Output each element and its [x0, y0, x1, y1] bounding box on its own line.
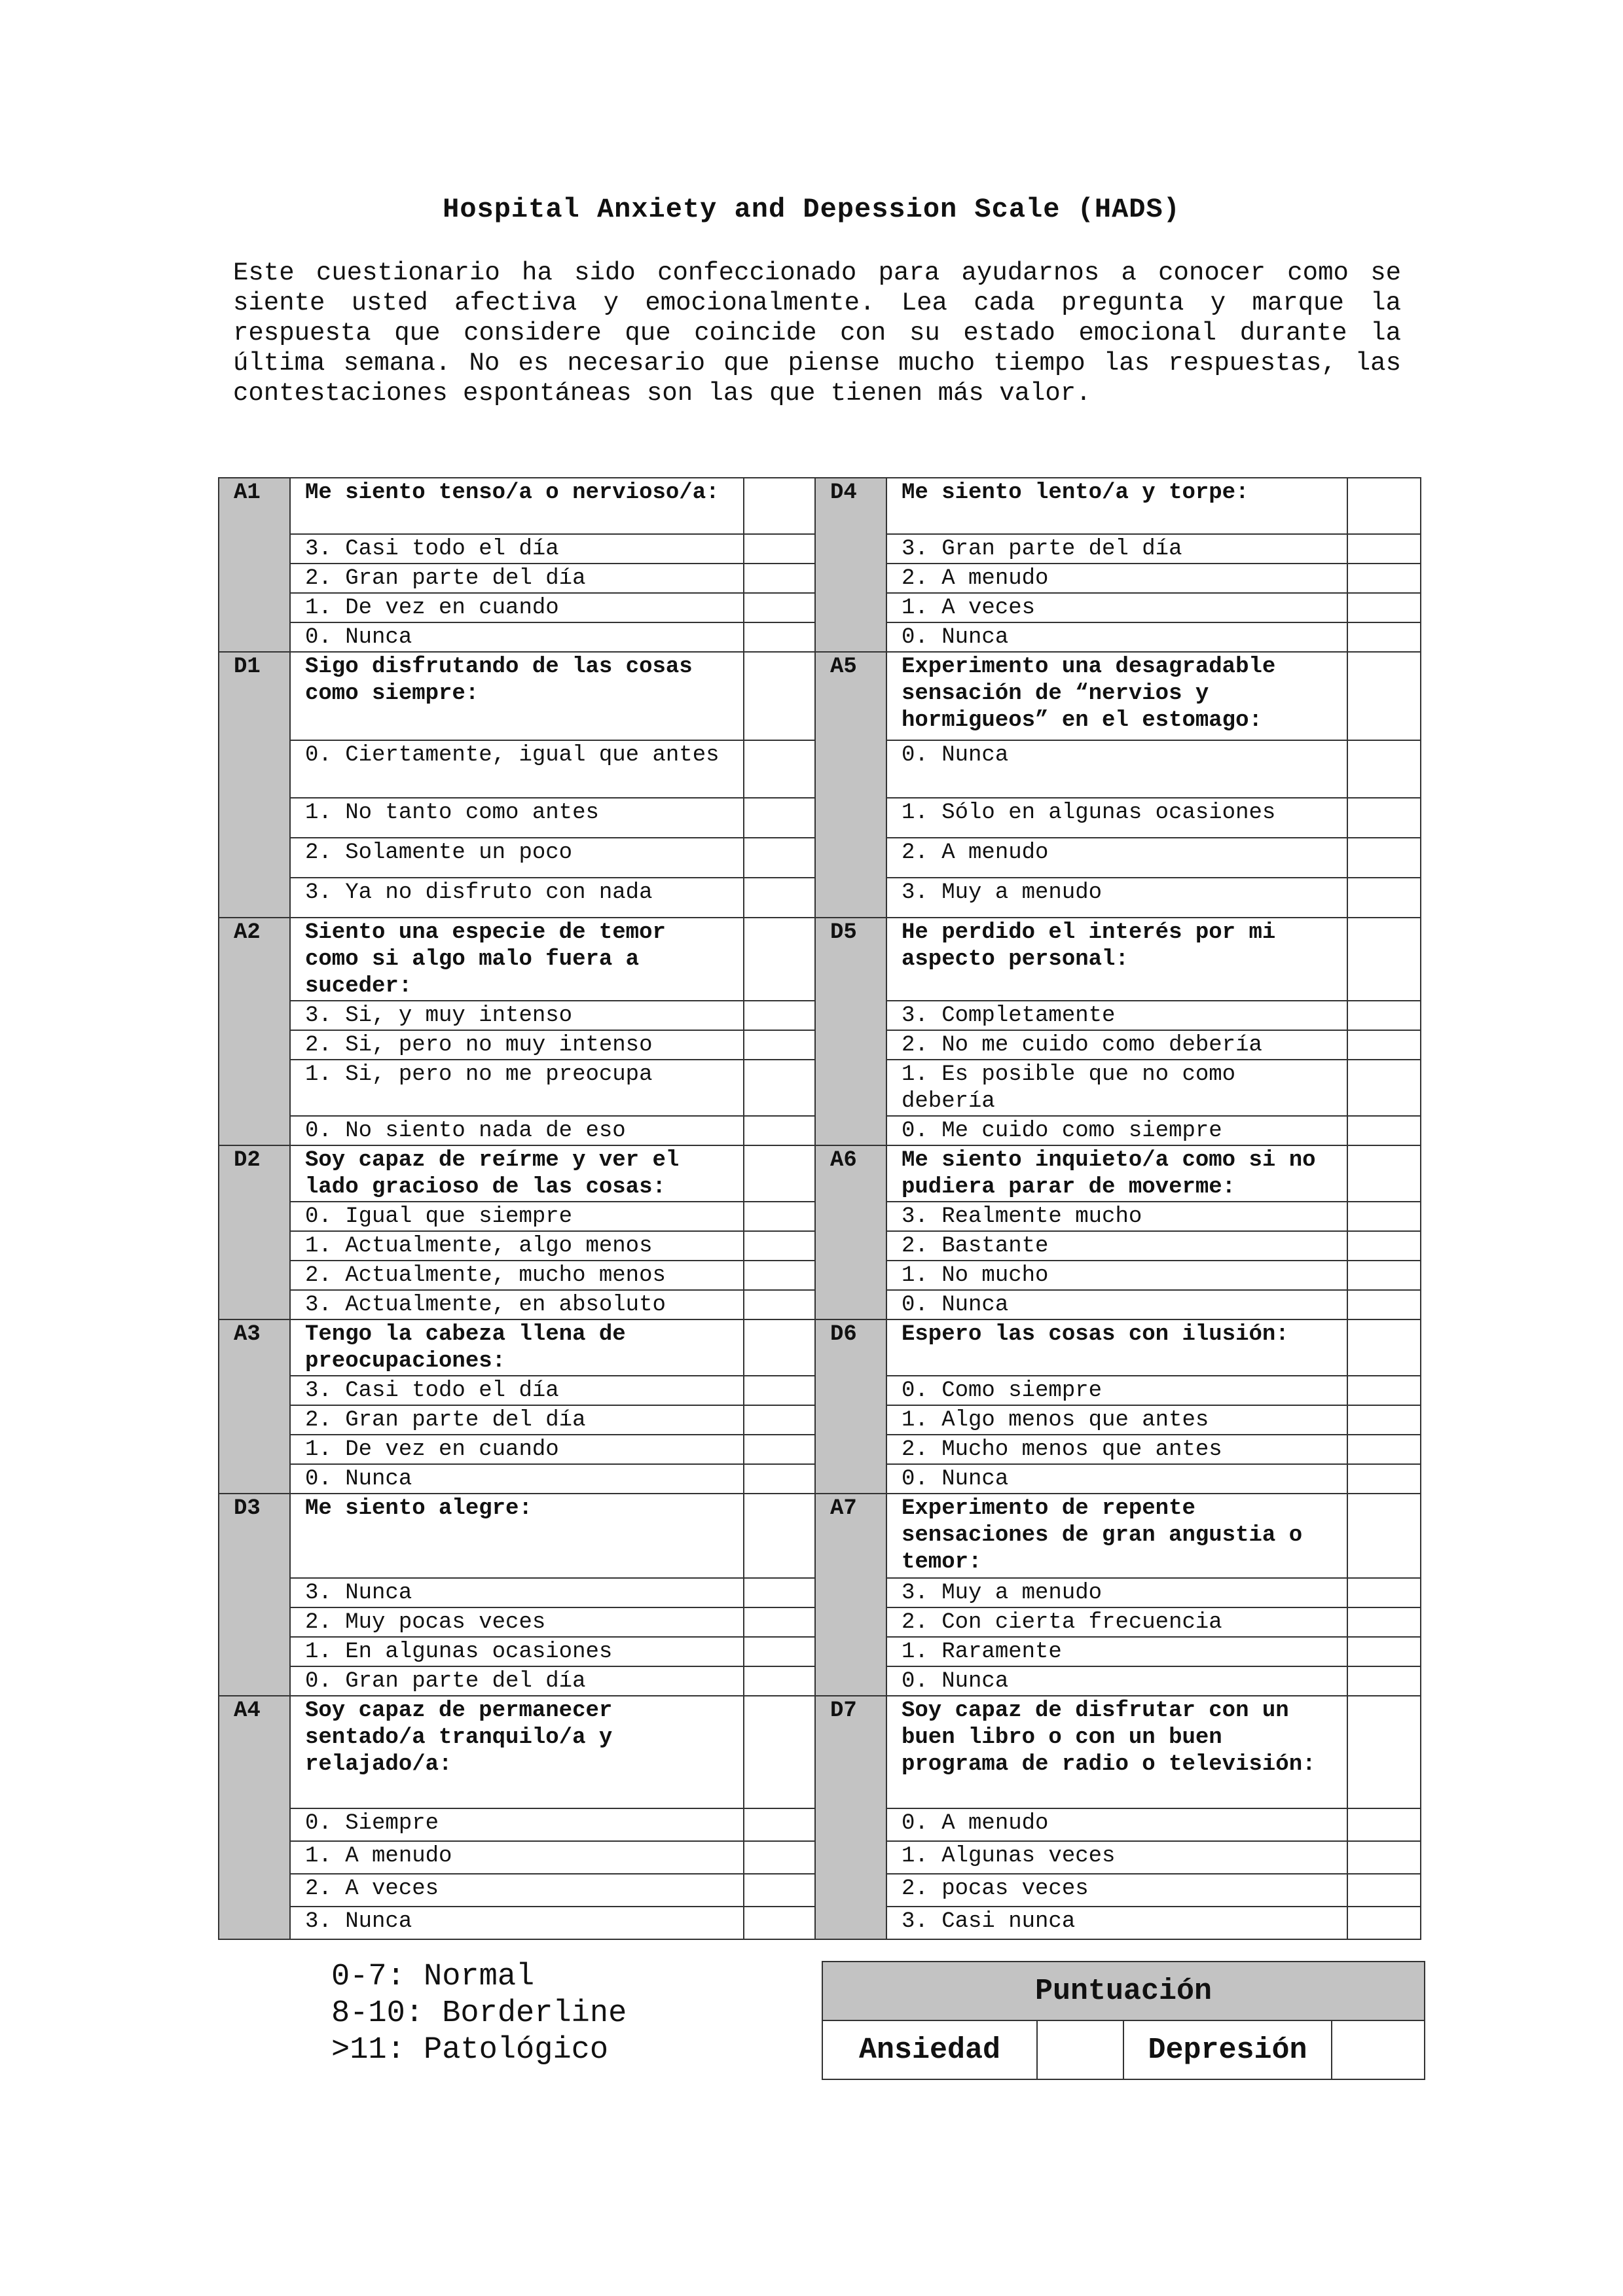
answer-option: 1. Si, pero no me preocupa [290, 1060, 744, 1116]
answer-option: 1. Algunas veces [886, 1841, 1347, 1874]
item-code: A5 [815, 652, 886, 918]
answer-option: 2. No me cuido como debería [886, 1030, 1347, 1060]
answer-option: 1. No mucho [886, 1261, 1347, 1290]
legend-borderline: 8-10: Borderline [331, 1996, 627, 2031]
answer-option: 2. Solamente un poco [290, 838, 744, 878]
answer-option: 3. Gran parte del día [886, 534, 1347, 564]
question-text: Soy capaz de disfrutar con un buen libro o con un buen programa de radio o televisión: [886, 1696, 1347, 1808]
answer-option: 3. Nunca [290, 1907, 744, 1939]
answer-box[interactable] [1347, 878, 1421, 918]
answer-box[interactable] [1347, 1116, 1421, 1145]
question-text: He perdido el interés por mi aspecto personal: [886, 918, 1347, 1001]
question-row [219, 1319, 1421, 1376]
answer-option: 1. Sólo en algunas ocasiones [886, 798, 1347, 838]
question-row [219, 1145, 1421, 1202]
answer-option: 0. Nunca [886, 1666, 1347, 1696]
answer-option: 2. A veces [290, 1874, 744, 1907]
answer-box[interactable] [1347, 1202, 1421, 1231]
answer-box[interactable] [1347, 1464, 1421, 1494]
item-code: A1 [219, 478, 290, 652]
question-text: Me siento lento/a y torpe: [886, 478, 1347, 534]
answer-option: 1. Raramente [886, 1637, 1347, 1666]
answer-box[interactable] [1347, 1231, 1421, 1261]
answer-box[interactable] [1347, 838, 1421, 878]
answer-box[interactable] [744, 918, 815, 1001]
answer-box[interactable] [1347, 1841, 1421, 1874]
answer-box[interactable] [1347, 1261, 1421, 1290]
answer-option: 0. Nunca [290, 1464, 744, 1494]
answer-box[interactable] [744, 534, 815, 564]
answer-box[interactable] [1347, 534, 1421, 564]
answer-box[interactable] [744, 1607, 815, 1637]
answer-box[interactable] [744, 878, 815, 918]
question-text: Sigo disfrutando de las cosas como siempre: [290, 652, 744, 740]
question-text: Espero las cosas con ilusión: [886, 1319, 1347, 1376]
answer-option: 3. Completamente [886, 1001, 1347, 1030]
answer-option: 3. Casi nunca [886, 1907, 1347, 1939]
answer-box[interactable] [1347, 798, 1421, 838]
answer-box[interactable] [744, 1290, 815, 1319]
answer-option: 3. Casi todo el día [290, 534, 744, 564]
answer-option: 0. Nunca [886, 740, 1347, 798]
answer-box[interactable] [744, 1907, 815, 1939]
question-text: Soy capaz de reírme y ver el lado gracioso de las cosas: [290, 1145, 744, 1202]
answer-box[interactable] [744, 1435, 815, 1464]
answer-option: 0. Me cuido como siempre [886, 1116, 1347, 1145]
answer-option: 0. Nunca [886, 1464, 1347, 1494]
answer-box[interactable] [744, 1202, 815, 1231]
answer-box[interactable] [744, 478, 815, 534]
answer-box[interactable] [744, 1464, 815, 1494]
answer-option: 3. Realmente mucho [886, 1202, 1347, 1231]
answer-box[interactable] [744, 1578, 815, 1607]
answer-option: 2. Bastante [886, 1231, 1347, 1261]
answer-box[interactable] [1347, 1666, 1421, 1696]
score-legend [331, 1959, 627, 2069]
answer-option: 0. Siempre [290, 1808, 744, 1841]
question-text: Soy capaz de permanecer sentado/a tranquilo/a y relajado/a: [290, 1696, 744, 1808]
answer-box[interactable] [744, 593, 815, 622]
answer-box[interactable] [744, 622, 815, 652]
answer-box[interactable] [744, 1145, 815, 1202]
anxiety-label: Ansiedad [822, 2020, 1037, 2079]
answer-box[interactable] [744, 564, 815, 593]
answer-option: 3. Muy a menudo [886, 878, 1347, 918]
item-code: D7 [815, 1696, 886, 1939]
page-title: Hospital Anxiety and Depession Scale (HADS) [443, 194, 1180, 225]
answer-option: 2. Actualmente, mucho menos [290, 1261, 744, 1290]
answer-box[interactable] [1347, 1607, 1421, 1637]
answer-box[interactable] [1347, 918, 1421, 1001]
answer-option: 1. Es posible que no como debería [886, 1060, 1347, 1116]
answer-box[interactable] [1347, 1145, 1421, 1202]
question-text: Me siento inquieto/a como si no pudiera parar de moverme: [886, 1145, 1347, 1202]
answer-box[interactable] [744, 1319, 815, 1376]
answer-box[interactable] [744, 1030, 815, 1060]
answer-option: 1. A veces [886, 593, 1347, 622]
item-code: D3 [219, 1494, 290, 1696]
item-code: D4 [815, 478, 886, 652]
answer-box[interactable] [1347, 1808, 1421, 1841]
answer-option: 3. Actualmente, en absoluto [290, 1290, 744, 1319]
answer-box[interactable] [1347, 1578, 1421, 1607]
answer-box[interactable] [1347, 1907, 1421, 1939]
answer-option: 1. Actualmente, algo menos [290, 1231, 744, 1261]
answer-option: 2. Muy pocas veces [290, 1607, 744, 1637]
answer-option: 1. De vez en cuando [290, 593, 744, 622]
answer-box[interactable] [744, 1231, 815, 1261]
score-title: Puntuación [822, 1962, 1425, 2020]
answer-box[interactable] [1347, 1290, 1421, 1319]
question-text: Experimento una desagradable sensación de “nervios y hormigueos” en el estomago: [886, 652, 1347, 740]
answer-box[interactable] [744, 1637, 815, 1666]
answer-box[interactable] [744, 740, 815, 798]
score-table [822, 1961, 1425, 2080]
answer-box[interactable] [1347, 1001, 1421, 1030]
item-code: A2 [219, 918, 290, 1145]
answer-option: 1. A menudo [290, 1841, 744, 1874]
answer-option: 0. Ciertamente, igual que antes [290, 740, 744, 798]
answer-box[interactable] [1347, 1494, 1421, 1578]
answer-box[interactable] [744, 1666, 815, 1696]
answer-box[interactable] [744, 1376, 815, 1405]
answer-option: 2. Con cierta frecuencia [886, 1607, 1347, 1637]
answer-box[interactable] [744, 1841, 815, 1874]
legend-normal: 0-7: Normal [331, 1960, 535, 1994]
answer-option: 0. Igual que siempre [290, 1202, 744, 1231]
answer-option: 3. Nunca [290, 1578, 744, 1607]
question-text: Experimento de repente sensaciones de gran angustia o temor: [886, 1494, 1347, 1578]
answer-box[interactable] [744, 1494, 815, 1578]
item-code: A4 [219, 1696, 290, 1939]
answer-box[interactable] [744, 838, 815, 878]
legend-pathologic: >11: Patológico [331, 2033, 609, 2068]
item-code: A3 [219, 1319, 290, 1494]
answer-option: 0. Nunca [886, 1290, 1347, 1319]
answer-box[interactable] [744, 1060, 815, 1116]
answer-box[interactable] [744, 1874, 815, 1907]
answer-option: 2. Si, pero no muy intenso [290, 1030, 744, 1060]
question-row [219, 652, 1421, 740]
item-code: A6 [815, 1145, 886, 1319]
answer-box[interactable] [1347, 652, 1421, 740]
answer-option: 1. No tanto como antes [290, 798, 744, 838]
question-text: Me siento tenso/a o nervioso/a: [290, 478, 744, 534]
answer-option: 2. pocas veces [886, 1874, 1347, 1907]
answer-box[interactable] [744, 798, 815, 838]
answer-box[interactable] [744, 652, 815, 740]
item-code: D1 [219, 652, 290, 918]
question-row [219, 918, 1421, 1001]
answer-box[interactable] [744, 1001, 815, 1030]
hads-questionnaire-table [218, 477, 1421, 1940]
answer-option: 1. De vez en cuando [290, 1435, 744, 1464]
question-text: Me siento alegre: [290, 1494, 744, 1578]
answer-box[interactable] [744, 1116, 815, 1145]
depression-label: Depresión [1123, 2020, 1332, 2079]
question-row [219, 1494, 1421, 1578]
question-text: Tengo la cabeza llena de preocupaciones: [290, 1319, 744, 1376]
answer-box[interactable] [1347, 1696, 1421, 1808]
answer-box[interactable] [744, 1696, 815, 1808]
item-code: D2 [219, 1145, 290, 1319]
answer-box[interactable] [1347, 478, 1421, 534]
answer-option: 2. Gran parte del día [290, 1405, 744, 1435]
anxiety-score-box[interactable] [1037, 2020, 1123, 2079]
answer-option: 0. Nunca [290, 622, 744, 652]
answer-option: 3. Muy a menudo [886, 1578, 1347, 1607]
question-row [219, 478, 1421, 534]
item-code: A7 [815, 1494, 886, 1696]
item-code: D5 [815, 918, 886, 1145]
answer-option: 2. A menudo [886, 564, 1347, 593]
answer-option: 3. Casi todo el día [290, 1376, 744, 1405]
answer-option: 2. Gran parte del día [290, 564, 744, 593]
answer-option: 0. Como siempre [886, 1376, 1347, 1405]
answer-option: 1. Algo menos que antes [886, 1405, 1347, 1435]
answer-box[interactable] [1347, 1405, 1421, 1435]
answer-box[interactable] [1347, 1435, 1421, 1464]
answer-option: 1. En algunas ocasiones [290, 1637, 744, 1666]
answer-box[interactable] [1347, 564, 1421, 593]
answer-option: 3. Si, y muy intenso [290, 1001, 744, 1030]
answer-option: 0. No siento nada de eso [290, 1116, 744, 1145]
intro-paragraph: Este cuestionario ha sido confeccionado para ayudarnos a conocer como se siente usted afectiva y emocionalmente. Lea cada pregunta y marque la respuesta que considere que coincide con su estado emocional durante la última semana. No es necesario que piense mucho tiempo las respuestas, las contestaciones espontáneas son las que tienen más valor. [233, 259, 1401, 408]
item-code: D6 [815, 1319, 886, 1494]
answer-option: 2. Mucho menos que antes [886, 1435, 1347, 1464]
question-text: Siento una especie de temor como si algo malo fuera a suceder: [290, 918, 744, 1001]
answer-box[interactable] [744, 1808, 815, 1841]
answer-box[interactable] [1347, 1376, 1421, 1405]
answer-box[interactable] [1347, 622, 1421, 652]
answer-box[interactable] [1347, 593, 1421, 622]
answer-option: 0. Nunca [886, 622, 1347, 652]
answer-box[interactable] [1347, 1030, 1421, 1060]
question-row [219, 1696, 1421, 1808]
answer-option: 0. Gran parte del día [290, 1666, 744, 1696]
answer-box[interactable] [744, 1405, 815, 1435]
answer-box[interactable] [1347, 1060, 1421, 1116]
answer-option: 3. Ya no disfruto con nada [290, 878, 744, 918]
answer-box[interactable] [1347, 1637, 1421, 1666]
answer-option: 0. A menudo [886, 1808, 1347, 1841]
answer-option: 2. A menudo [886, 838, 1347, 878]
answer-box[interactable] [744, 1261, 815, 1290]
answer-box[interactable] [1347, 1319, 1421, 1376]
answer-box[interactable] [1347, 1874, 1421, 1907]
answer-box[interactable] [1347, 740, 1421, 798]
depression-score-box[interactable] [1332, 2020, 1425, 2079]
